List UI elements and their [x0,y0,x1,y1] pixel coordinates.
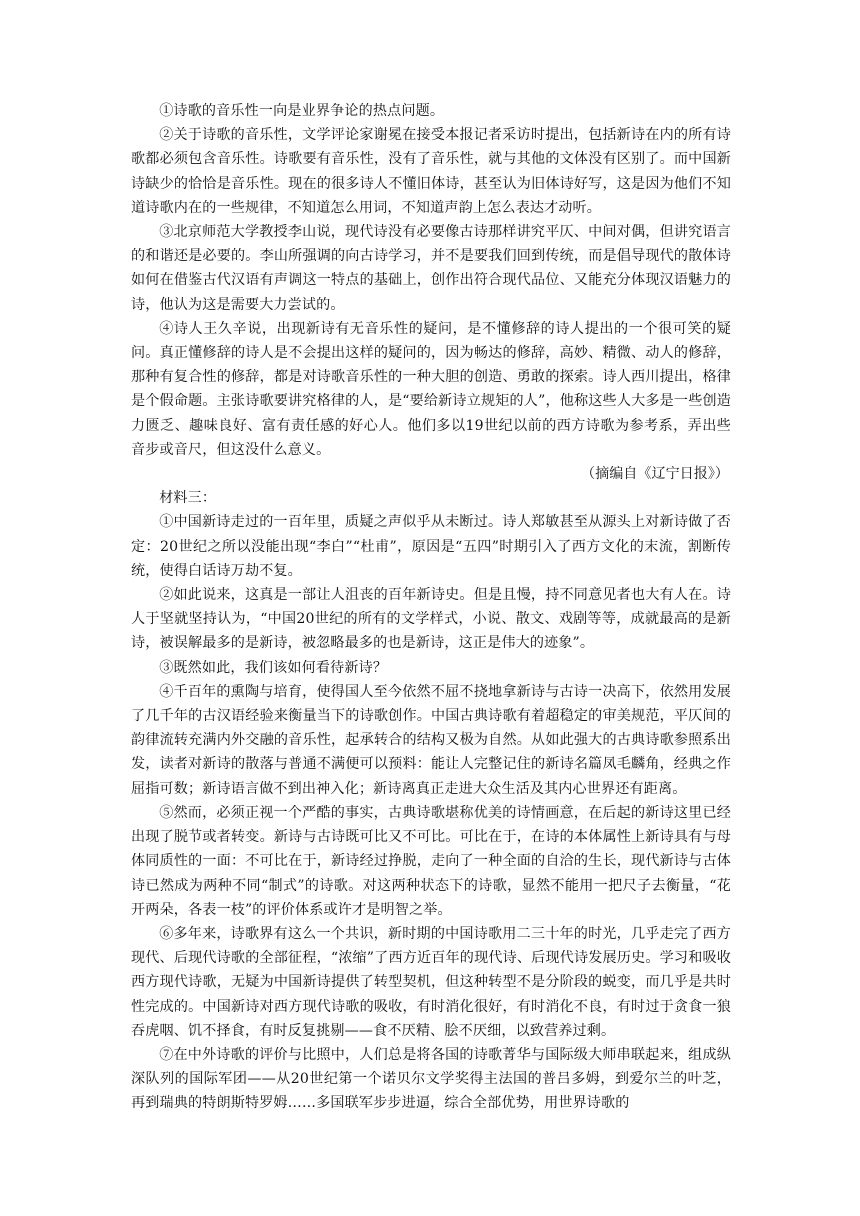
paragraph-m3-4: ④千百年的熏陶与培育，使得国人至今依然不屈不挠地拿新诗与古诗一决高下，依然用发展了几千年的古汉语经验来衡量当下的诗歌创作。中国古典诗歌有着超稳定的审美规范，平仄间的韵律流转充满内外交融的音乐性，起承转合的结构又极为自然。从如此强大的古典诗歌参照系出发，读者对新诗的散落与普通不满便可以预料：能让人完整记住的新诗名篇凤毛麟角，经典之作屈指可数；新诗语言做不到出神入化；新诗离真正走进大众生活及其内心世界还有距离。 [131,683,731,797]
paragraph-m3-5: ⑤然而，必须正视一个严酷的事实，古典诗歌堪称优美的诗情画意，在后起的新诗这里已经出现了脱节或者转变。新诗与古诗既可比又不可比。可比在于，在诗的本体属性上新诗具有与母体同质性的一面：不可比在于，新诗经过挣脱，走向了一种全面的自洽的生长，现代新诗与古体诗已然成为两种不同“制式”的诗歌。对这两种状态下的诗歌，显然不能用一把尺子去衡量，“花开两朵，各表一枝”的评价体系或许才是明智之举。 [131,804,731,918]
paragraph-m3-6: ⑥多年来，诗歌界有这么一个共识，新时期的中国诗歌用二三十年的时光，几乎走完了西方现代、后现代诗歌的全部征程，“浓缩”了西方近百年的现代诗、后现代诗发展历史。学习和吸收西方现代诗歌，无疑为中国新诗提供了转型契机，但这种转型不是分阶段的蜕变，而几乎是共时性完成的。中国新诗对西方现代诗歌的吸收，有时消化很好，有时消化不良，有时过于贪食一狼吞虎咽、饥不择食，有时反复挑剔——食不厌精、脍不厌细，以致营养过剩。 [131,925,731,1039]
document-page [131,99,731,1116]
source-citation: （摘编自《辽宁日报》） [581,466,729,483]
paragraph-3: ③北京师范大学教授李山说，现代诗没有必要像古诗那样讲究平仄、中间对偶，但讲究语言的和谐还是必要的。李山所强调的向古诗学习，并不是要我们回到传统，而是倡导现代的散体诗如何在借鉴古代汉语有声调这一特点的基础上，创作出符合现代品位、又能充分体现汉语魅力的诗，他认为这是需要大力尝试的。 [131,224,731,313]
section-heading: 材料三： [159,490,217,507]
paragraph-m3-2: ②如此说来，这真是一部让人沮丧的百年新诗史。但是且慢，持不同意见者也大有人在。诗人于坚就坚持认为，“中国20世纪的所有的文学样式，小说、散文、戏剧等等，成就最高的是新诗，被误解最多的是新诗，被忽略最多的也是新诗，这正是伟大的迹象”。 [131,587,731,652]
paragraph-m3-1: ①中国新诗走过的一百年里，质疑之声似乎从未断过。诗人郑敏甚至从源头上对新诗做了否定：20世纪之所以没能出现“李白”“杜甫”，原因是“五四”时期引入了西方文化的末流，割断传统，使得白话诗万劫不复。 [131,514,731,579]
paragraph-1: ①诗歌的音乐性一向是业界争论的热点问题。 [159,103,445,119]
paragraph-m3-7: ⑦在中外诗歌的评价与比照中，人们总是将各国的诗歌菁华与国际级大师串联起来，组成纵深队列的国际军团——从20世纪第一个诺贝尔文学奖得主法国的普吕多姆，到爱尔兰的叶芝，再到瑞典的特朗斯特罗姆……多国联军步步进逼，综合全部优势，用世界诗歌的 [131,1046,731,1112]
paragraph-m3-3: ③既然如此，我们该如何看待新诗？ [159,659,388,676]
paragraph-4: ④诗人王久辛说，出现新诗有无音乐性的疑问，是不懂修辞的诗人提出的一个很可笑的疑问。真正懂修辞的诗人是不会提出这样的疑问的，因为畅达的修辞，高妙、精微、动人的修辞，那种有复合性的修辞，都是对诗歌音乐性的一种大胆的创造、勇敢的探索。诗人西川提出，格律是个假命题。主张诗歌要讲究格律的人，是“要给新诗立规矩的人”，他称这些人大多是一些创造力匮乏、趣味良好、富有责任感的好心人。他们多以19世纪以前的西方诗歌为参考系，弄出些音步或音尺，但这没什么意义。 [131,320,731,458]
paragraph-2: ②关于诗歌的音乐性，文学评论家谢冕在接受本报记者采访时提出，包括新诗在内的所有诗歌都必须包含音乐性。诗歌要有音乐性，没有了音乐性，就与其他的文体没有区别了。而中国新诗缺少的恰恰是音乐性。现在的很多诗人不懂旧体诗，甚至认为旧体诗好写，这是因为他们不知道诗歌内在的一些规律，不知道怎么用词，不知道声韵上怎么表达才动听。 [131,127,731,216]
